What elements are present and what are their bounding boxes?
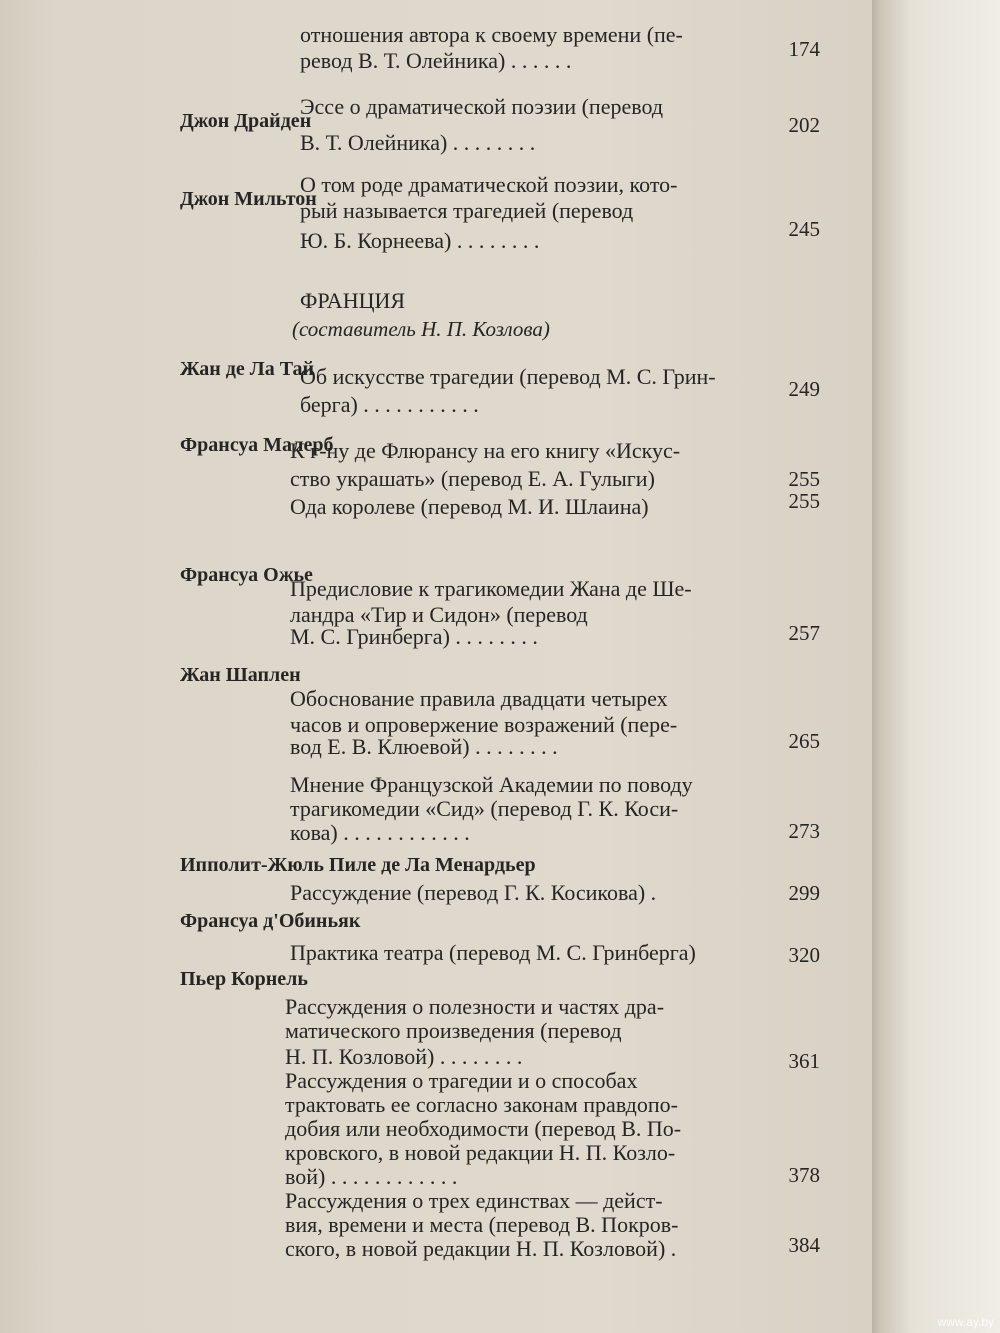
entry-title-line: трагикомедии «Сид» (перевод Г. К. Коси- [290,796,679,821]
page-number: 245 [788,217,820,241]
watermark: www.ay.by [937,1315,994,1329]
entry-author: Франсуа д'Обиньяк [180,910,361,932]
entry-title-line: Обоснование правила двадцати четырех [290,686,668,711]
entry-title-line: К г-ну де Флюрансу на его книгу «Искус- [290,438,681,463]
entry-author: Жан де Ла Тай [180,358,315,380]
entry-title-line: рый называется трагедией (перевод [300,198,634,223]
entry-title-line: Ода королеве (перевод М. И. Шлаина) [290,494,649,519]
entry-title-line: Ю. Б. Корнеева) . . . . . . . . [300,228,540,253]
entry-title-line: О том роде драматической поэзии, кото- [300,172,678,197]
page-number: 255 [788,489,820,513]
section-title: ФРАНЦИЯ [300,288,406,313]
entry-title-line: вой) . . . . . . . . . . . . [285,1164,458,1189]
entry-author: Джон Мильтон [180,188,317,210]
entry-author: Жан Шаплен [180,664,301,686]
entry-title-line: кровского, в новой редакции Н. П. Козло- [285,1140,676,1165]
page-number: 249 [788,377,820,401]
entry-author: Пьер Корнель [180,968,308,990]
page-number: 174 [788,37,820,61]
page-number: 255 [788,467,820,491]
page-number: 273 [788,819,820,843]
page-number: 257 [788,621,820,645]
entry-title-line: Н. П. Козловой) . . . . . . . . [285,1044,523,1069]
entry-title-line: Рассуждения о трех единствах — дейст- [285,1188,663,1213]
page-number: 361 [788,1049,820,1073]
entry-title-line: берга) . . . . . . . . . . . [300,392,479,417]
page-number: 265 [788,729,820,753]
entry-title-line: ландра «Тир и Сидон» (перевод [290,602,588,627]
entry-title-line: ревод В. Т. Олейника) . . . . . . [300,48,572,73]
entry-title-line: ство украшать» (перевод Е. А. Гулыги) [290,466,655,491]
entry-title-line: кова) . . . . . . . . . . . . [290,820,470,845]
entry-title-line: трактовать ее согласно законам правдопо- [285,1092,678,1117]
section-compiler: (составитель Н. П. Козлова) [292,317,550,341]
entry-title-line: В. Т. Олейника) . . . . . . . . [300,130,536,155]
entry-title-line: Об искусстве трагедии (перевод М. С. Грин- [300,364,716,389]
entry-title-line: часов и опровержение возражений (пере- [290,712,678,737]
entry-author: Франсуа Ожье [180,564,313,586]
page-number: 299 [788,881,820,905]
page-number: 384 [788,1233,820,1257]
entry-title-line: М. С. Гринберга) . . . . . . . . [290,624,538,649]
page-number: 378 [788,1163,820,1187]
entry-title-line: Эссе о драматической поэзии (перевод [300,94,664,119]
entry-title-line: ского, в новой редакции Н. П. Козловой) . [285,1236,677,1261]
entry-title-line: матического произведения (перевод [285,1018,622,1043]
page-number: 320 [788,943,820,967]
entry-title-line: Рассуждения о трагедии и о способах [285,1068,638,1093]
page-number: 202 [788,113,820,137]
entry-title-line: отношения автора к своему времени (пе- [300,22,683,47]
entry-title-line: вод Е. В. Клюевой) . . . . . . . . [290,734,558,759]
entry-title-line: Практика театра (перевод М. С. Гринберга) [290,940,696,965]
entry-title-line: Предисловие к трагикомедии Жана де Ше- [290,576,692,601]
entry-title-line: вия, времени и места (перевод В. Покров- [285,1212,679,1237]
entry-title-line: Рассуждение (перевод Г. К. Косикова) . [290,880,657,905]
entry-title-line: Мнение Французской Академии по поводу [290,772,693,797]
page-edge [872,0,1000,1333]
entry-author: Франсуа Малерб [180,434,334,456]
entry-author: Ипполит-Жюль Пиле де Ла Менардьер [180,854,536,876]
entry-author: Джон Драйден [180,110,312,132]
entry-title-line: Рассуждения о полезности и частях дра- [285,994,665,1019]
entry-title-line: добия или необходимости (перевод В. По- [285,1116,682,1141]
